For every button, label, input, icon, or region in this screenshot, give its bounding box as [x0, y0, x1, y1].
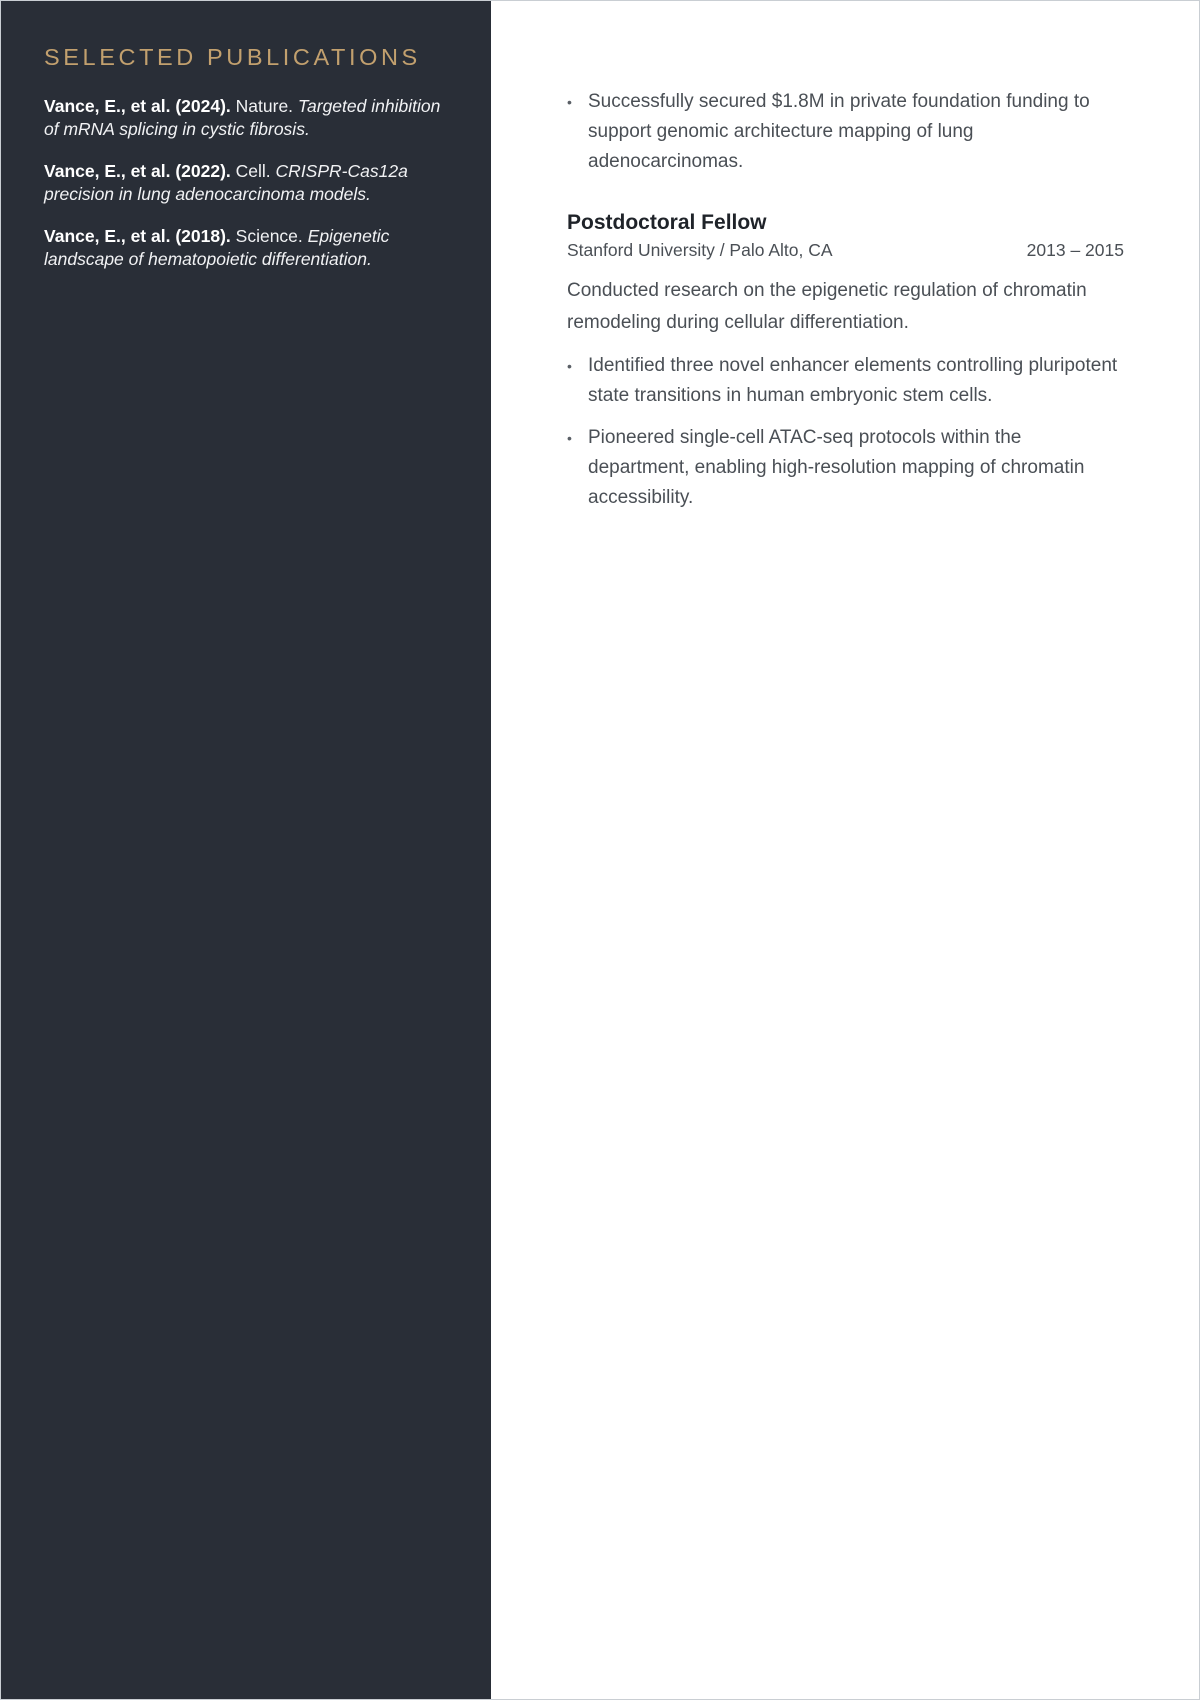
- job-bullet-item: [567, 351, 1124, 411]
- job-bullet-item: [567, 423, 1124, 513]
- bullet-icon: •: [567, 94, 572, 110]
- publication-journal: Nature.: [235, 96, 294, 116]
- publication-item: [44, 225, 451, 270]
- main-content: [491, 1, 1199, 1699]
- publication-author: Vance, E., et al. (2024).: [44, 96, 231, 116]
- bullet-icon: •: [567, 358, 572, 374]
- job-entry: [567, 210, 1124, 513]
- publication-item: [44, 160, 451, 205]
- job-dates: 2013 – 2015: [1026, 240, 1124, 260]
- publication-journal: Cell.: [235, 161, 271, 181]
- achievement-item: [567, 87, 1124, 177]
- job-organization: Stanford University / Palo Alto, CA: [567, 240, 833, 260]
- achievement-list: [567, 87, 1124, 177]
- publications-heading: SELECTED PUBLICATIONS: [44, 44, 421, 70]
- achievement-text: Successfully secured $1.8M in private foundation funding to support genomic architecture mapping of lung adenocarcinomas.: [588, 91, 1090, 172]
- job-description: Conducted research on the epigenetic regulation of chromatin remodeling during cellular differentiation.: [567, 280, 1087, 333]
- publication-author: Vance, E., et al. (2022).: [44, 161, 231, 181]
- job-bullet-text: Pioneered single-cell ATAC-seq protocols within the department, enabling high-resolution mapping of chromatin accessibility.: [588, 427, 1085, 508]
- publication-title: CRISPR-Cas12a precision in lung adenocarcinoma models.: [44, 161, 408, 204]
- publication-title: Epigenetic landscape of hematopoietic differentiation.: [44, 226, 390, 269]
- bullet-icon: •: [567, 430, 572, 446]
- publication-item: [44, 95, 451, 140]
- job-bullet-text: Identified three novel enhancer elements controlling pluripotent state transitions in human embryonic stem cells.: [588, 355, 1118, 406]
- job-meta: [567, 238, 1124, 262]
- publication-author: Vance, E., et al. (2018).: [44, 226, 231, 246]
- sidebar: [1, 1, 491, 1699]
- publication-journal: Science.: [235, 226, 303, 246]
- job-title: Postdoctoral Fellow: [567, 211, 767, 234]
- publication-title: Targeted inhibition of mRNA splicing in cystic fibrosis.: [44, 96, 441, 139]
- job-bullet-list: [567, 351, 1124, 513]
